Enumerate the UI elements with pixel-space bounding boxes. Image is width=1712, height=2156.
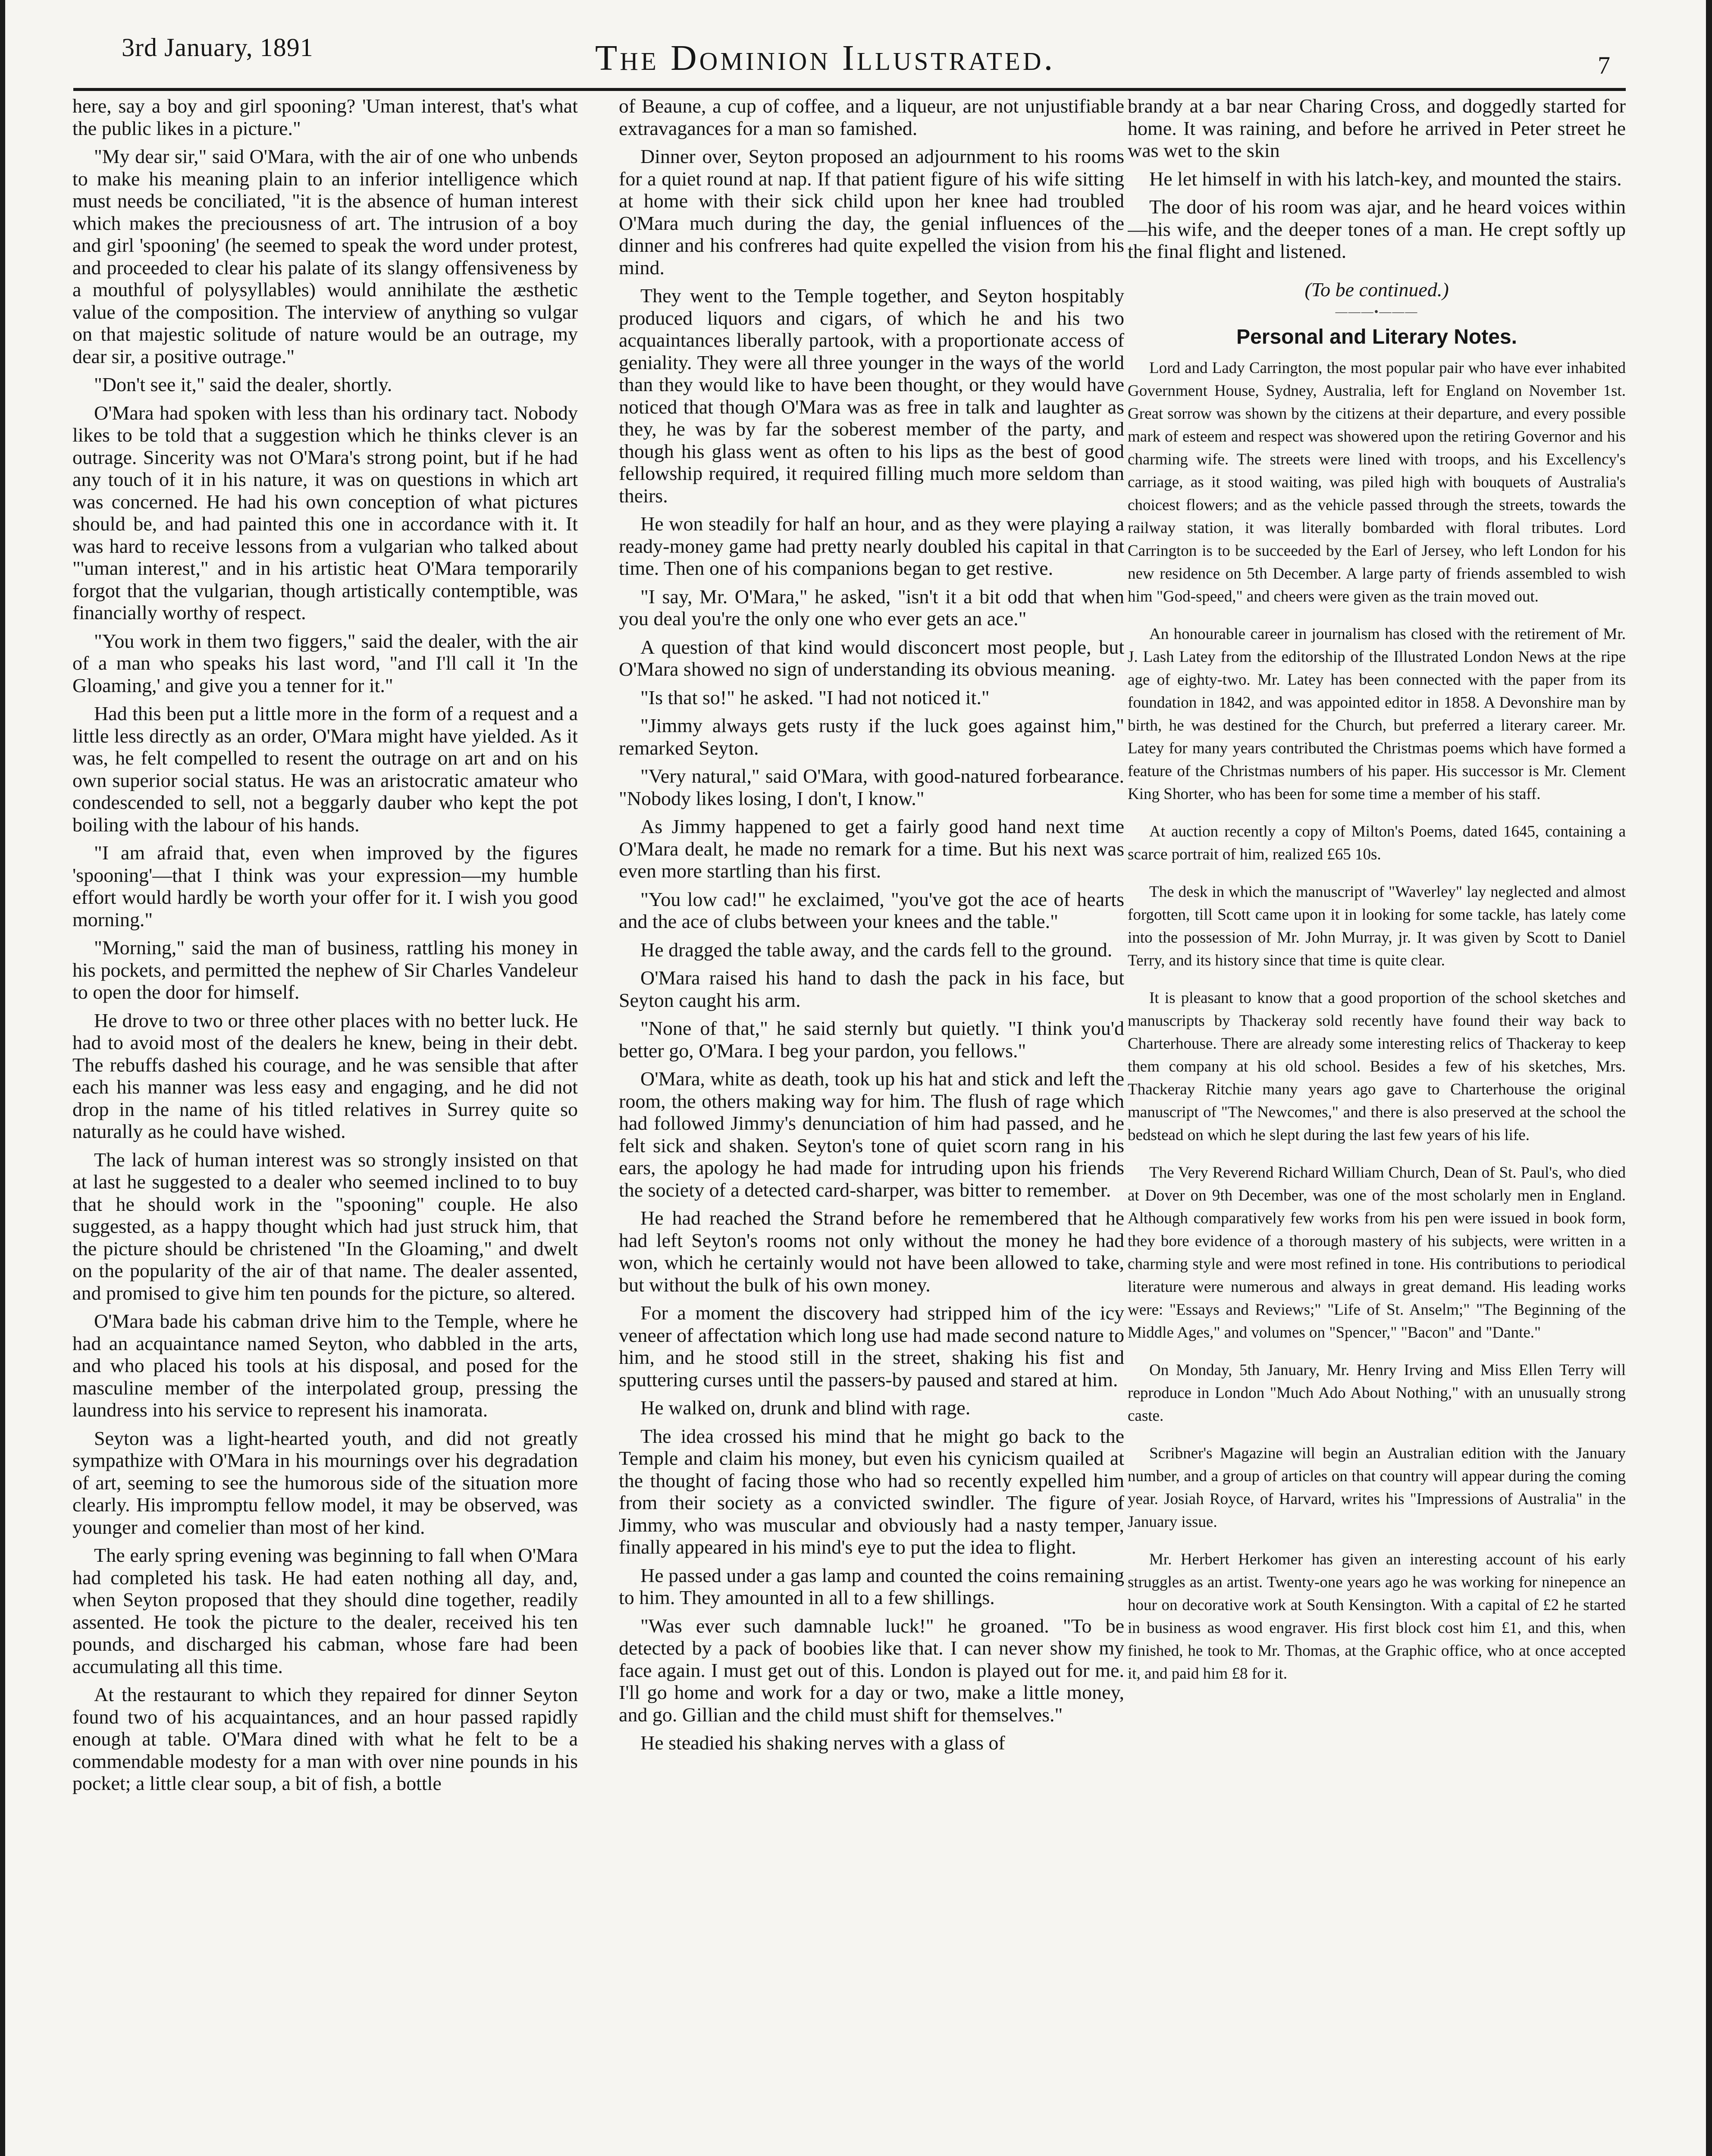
note-item: The Very Reverend Richard William Church, Dean of St. Paul's, who died at Dover on 9th December, was one of the most scholarly men in England. Although comparatively few works from his pen were issued in book form, they bore evidence of a thorough mastery of his subjects, were written in a charming style and were most refined in tone. His contributions to periodical literature were numerous and always in great demand. His leading works were: "Essays and Reviews;" "Life of St. Anselm;" "The Beginning of the Middle Ages," and volumes on "Spencer," "Bacon" and "Dante.": [1128, 1163, 1626, 1341]
paragraph: "Very natural," said O'Mara, with good-natured forbearance. "Nobody likes losing, I don't, I know.": [619, 765, 1124, 809]
paragraph: He had reached the Strand before he remembered that he had left Seyton's rooms not only without the money he had won, which he certainly would not have been allowed to take, but without the bulk of his own money.: [619, 1207, 1124, 1296]
column-1: [72, 95, 578, 2156]
paragraph: "Jimmy always gets rusty if the luck goes against him," remarked Seyton.: [619, 714, 1124, 759]
paragraph: "None of that," he said sternly but quietly. "I think you'd better go, O'Mara. I beg your pardon, you fellows.": [619, 1017, 1124, 1062]
paragraph: The lack of human interest was so strongly insisted on that at last he suggested to a dealer who seemed inclined to to buy that he should work in the "spooning" couple. He also suggested, as a happy thought which had just struck him, that the picture should be christened "In the Gloaming," and dwelt on the popularity of the air of that name. The dealer assented, and promised to give him ten pounds for the picture, so altered.: [72, 1148, 578, 1304]
literary-notes: [1128, 357, 1626, 1685]
paragraph: He steadied his shaking nerves with a glass of: [640, 1732, 1005, 1754]
paragraph: "I am afraid that, even when improved by the figures 'spooning'—that I think was your expression—my humble effort would hardly be worth your offer for it. I wish you good morning.": [72, 842, 578, 931]
paragraph: He let himself in with his latch-key, and mounted the stairs.: [1149, 167, 1622, 190]
paragraph: "Morning," said the man of business, rattling his money in his pockets, and permitted the nephew of Sir Charles Vandeleur to open the door for himself.: [72, 937, 578, 1003]
paragraph: "Is that so!" he asked. "I had not noticed it.": [640, 686, 990, 708]
paragraph: For a moment the discovery had stripped him of the icy veneer of affectation which long use had made second nature to him, and he stood still in the street, shaking his fist and sputtering curses until the passers-by paused and stared at him.: [619, 1302, 1124, 1391]
paragraph: O'Mara had spoken with less than his ordinary tact. Nobody likes to be told that a suggestion which he thinks clever is an outrage. Sincerity was not O'Mara's strong point, but if he had any touch of it in his nature, it was on questions in which art was concerned. He had his own conception of what pictures should be, and had painted this one in accordance with it. It was hard to receive lessons from a vulgarian who talked about "'uman interest," and in his artistic heat O'Mara temporarily forgot that the vulgarian, though artistically contemptible, was financially worthy of respect.: [72, 401, 578, 624]
paragraph: "You work in them two figgers," said the dealer, with the air of a man who speaks his last word, "and I'll call it 'In the Gloaming,' and give you a tenner for it.": [72, 630, 578, 696]
paragraph: He won steadily for half an hour, and as they were playing a ready-money game had pretty nearly doubled his capital in that time. Then one of his companions began to get restive.: [619, 513, 1124, 579]
note-item: Mr. Herbert Herkomer has given an interesting account of his early struggles as an artist. Twenty-one years ago he was working for ninepence an hour on decorative work at South Kensington. With a capital of £2 he started in business as wood engraver. His first block cost him £1, and this, when finished, he took to Mr. Thomas, at the Graphic office, who at once accepted it, and paid him £8 for it.: [1128, 1550, 1626, 1683]
paragraph: "Was ever such damnable luck!" he groaned. "To be detected by a pack of boobies like that. I can never show my face again. I must get out of this. London is played out for me. I'll go home and work for a day or two, make a little money, and go. Gillian and the child must shift for themselves.": [619, 1614, 1124, 1726]
paragraph: At the restaurant to which they repaired for dinner Seyton found two of his acquaintances, and an hour passed rapidly enough at table. O'Mara dined with what he felt to be a commendable modesty for a man with over nine pounds in his pocket; a little clear soup, a bit of fish, a bottle: [72, 1683, 578, 1794]
paragraph: He dragged the table away, and the cards fell to the ground.: [640, 938, 1113, 961]
column-3: [1128, 95, 1626, 2156]
paragraph: The early spring evening was beginning to fall when O'Mara had completed his task. He had eaten nothing all day, and, when Seyton proposed that they should dine together, readily assented. He took the picture to the dealer, received his ten pounds, and discharged his cabman, whose fare had been accumulating all this time.: [72, 1544, 578, 1677]
paragraph: He walked on, drunk and blind with rage.: [640, 1397, 971, 1419]
page-number: 7: [1598, 51, 1610, 79]
note-item: The desk in which the manuscript of "Waverley" lay neglected and almost forgotten, till Scott came upon it in looking for some tackle, has lately come into the possession of Mr. John Murray, jr. It was given by Scott to Daniel Terry, and its history since that time is quite clear.: [1128, 883, 1626, 969]
paragraph: here, say a boy and girl spooning? 'Uman interest, that's what the public likes in a picture.": [72, 95, 578, 139]
paragraph: brandy at a bar near Charing Cross, and doggedly started for home. It was raining, and before he arrived in Peter street he was wet to the skin: [1128, 95, 1626, 161]
paragraph: "I say, Mr. O'Mara," he asked, "isn't it a bit odd that when you deal you're the only one who ever gets an ace.": [619, 585, 1124, 630]
paragraph: They went to the Temple together, and Seyton hospitably produced liquors and cigars, of which he and his two acquaintances liberally partook, with a proportionate access of geniality. They were all three younger in the ways of the world than they would like to have been thought, or they would have noticed that though O'Mara was as free in talk and laughter as they, he was by far the soberest member of the party, and though his glass went as often to his lips as the best of good fellowship required, it required filling much more seldom than theirs.: [619, 285, 1124, 507]
paragraph: He passed under a gas lamp and counted the coins remaining to him. They amounted in all to a few shillings.: [619, 1564, 1124, 1608]
note-item: At auction recently a copy of Milton's Poems, dated 1645, containing a scarce portrait of him, realized £65 10s.: [1128, 822, 1626, 863]
paragraph: "My dear sir," said O'Mara, with the air of one who unbends to make his meaning plain to an inferior intelligence which must needs be conciliated, "it is the absence of human interest which makes the preciousness of art. The intrusion of a boy and girl 'spooning' (he seemed to speak the word under protest, and proceeded to clear his palate of its slangy offensiveness by a mouthful of polysyllables) would annihilate the æsthetic value of the composition. The interview of anything so vulgar on that majestic solitude of nature would be an outrage, my dear sir, a positive outrage.": [72, 145, 578, 367]
paragraph: Dinner over, Seyton proposed an adjournment to his rooms for a quiet round at nap. If that patient figure of his wife sitting at home with their sick child upon her knee had troubled O'Mara much during the day, the genial influences of the dinner and his confreres had quite expelled the vision from his mind.: [619, 145, 1124, 279]
paragraph: O'Mara raised his hand to dash the pack in his face, but Seyton caught his arm.: [619, 967, 1124, 1011]
note-item: Scribner's Magazine will begin an Australian edition with the January number, and a group of articles on that country will appear during the coming year. Josiah Royce, of Harvard, writes his "Impressions of Australia" in the January issue.: [1128, 1444, 1626, 1531]
paragraph: "You low cad!" he exclaimed, "you've got the ace of hearts and the ace of clubs between your knees and the table.": [619, 888, 1124, 932]
story-continuation: [1128, 95, 1626, 263]
paragraph: A question of that kind would disconcert most people, but O'Mara showed no sign of understanding its obvious meaning.: [619, 636, 1124, 680]
masthead-title: The Dominion Illustrated.: [595, 38, 1056, 78]
paragraph: Had this been put a little more in the form of a request and a little less directly as an order, O'Mara might have yielded. As it was, he felt compelled to resent the outrage on art and on his own superior social status. He was an aristocratic amateur who condescended to sell, not a beggarly dauber who kept the pot boiling with the labour of his hands.: [72, 702, 578, 836]
paragraph: As Jimmy happened to get a fairly good hand next time O'Mara dealt, he made no remark for a time. But his next was even more startling than his first.: [619, 815, 1124, 882]
paragraph: O'Mara, white as death, took up his hat and stick and left the room, the others making way for him. The flush of rage which had followed Jimmy's denunciation of him had passed, and he felt sick and shaken. Seyton's tone of quiet scorn rang in his ears, the apology he had made for intruding upon his friends the society of a detected card-sharper, was bitter to remember.: [619, 1068, 1124, 1201]
header-rule: [73, 88, 1626, 91]
paragraph: O'Mara bade his cabman drive him to the Temple, where he had an acquaintance named Seyton, who dabbled in the arts, and who placed his tools at his disposal, and posed for the masculine member of the interpolated group, pressing the laundress into his service to represent his inamorata.: [72, 1310, 578, 1421]
paragraph: He drove to two or three other places with no better luck. He had to avoid most of the dealers he knew, being in their debt. The rebuffs dashed his courage, and he was sensible that after each his manner was less easy and engaging, and he did not drop in the name of his titled relatives in Surrey quite so naturally as he could have wished.: [72, 1009, 578, 1142]
section-heading: Personal and Literary Notes.: [1236, 325, 1517, 348]
ornament-divider: ———•———: [1335, 305, 1418, 319]
note-item: It is pleasant to know that a good proportion of the school sketches and manuscripts by Thackeray sold recently have found their way back to Charterhouse. There are already some interesting relics of Thackeray to keep them company at his old school. Besides a few of his sketches, Mrs. Thackeray Ritchie many years ago gave to Charterhouse the original manuscript of "The Newcomes," and there is also preserved at the school the bedstead on which he slept during the last few years of his life.: [1128, 989, 1626, 1144]
note-item: An honourable career in journalism has closed with the retirement of Mr. J. Lash Latey from the editorship of the Illustrated London News at the ripe age of eighty-two. Mr. Latey has been connected with the paper from its foundation in 1842, and was appointed editor in 1858. A Devonshire man by birth, he was destined for the Church, but preferred a literary career. Mr. Latey for many years contributed the Christmas poems which have formed a feature of the Christmas numbers of his paper. His successor is Mr. Clement King Shorter, who has been for some time a member of his staff.: [1128, 625, 1626, 803]
paragraph: of Beaune, a cup of coffee, and a liqueur, are not unjustifiable extravagances for a man so famished.: [619, 95, 1124, 139]
issue-date: 3rd January, 1891: [122, 33, 314, 62]
to-be-continued: (To be continued.): [1304, 278, 1449, 301]
scan-edge-right: [1706, 0, 1712, 2156]
note-item: Lord and Lady Carrington, the most popular pair who have ever inhabited Government House, Sydney, Australia, left for England on November 1st. Great sorrow was shown by the citizens at their departure, and every possible mark of esteem and respect was showered upon the retiring Governor and his charming wife. The streets were lined with troops, and his Excellency's carriage, as it stood waiting, was piled high with bouquets of Australia's choicest flowers; and as the vehicle passed through the streets, towards the railway station, it was literally bombarded with floral tributes. Lord Carrington is to be succeeded by the Earl of Jersey, who left London for his new residence on 5th December. A large party of friends assembled to wish him "God-speed," and cheers were given as the train moved out.: [1128, 359, 1626, 605]
paragraph: The door of his room was ajar, and he heard voices within—his wife, and the deeper tones of a man. He crept softly up the final flight and listened.: [1128, 196, 1626, 262]
scan-edge-left: [0, 0, 5, 2156]
note-item: On Monday, 5th January, Mr. Henry Irving and Miss Ellen Terry will reproduce in London "Much Ado About Nothing," with an unusually strong caste.: [1128, 1361, 1626, 1425]
paragraph: "Don't see it," said the dealer, shortly.: [94, 373, 392, 395]
column-2: [619, 95, 1124, 2156]
paragraph: Seyton was a light-hearted youth, and did not greatly sympathize with O'Mara in his mournings over his degradation of art, seeming to see the humorous side of the situation more clearly. His impromptu fellow model, it may be observed, was younger and comelier than most of her kind.: [72, 1427, 578, 1538]
paragraph: The idea crossed his mind that he might go back to the Temple and claim his money, but even his cynicism quailed at the thought of facing those who had so recently expelled him from their society as a convicted swindler. The figure of Jimmy, who was muscular and obviously had a nasty temper, finally appeared in his mind's eye to put the idea to flight.: [619, 1425, 1124, 1558]
